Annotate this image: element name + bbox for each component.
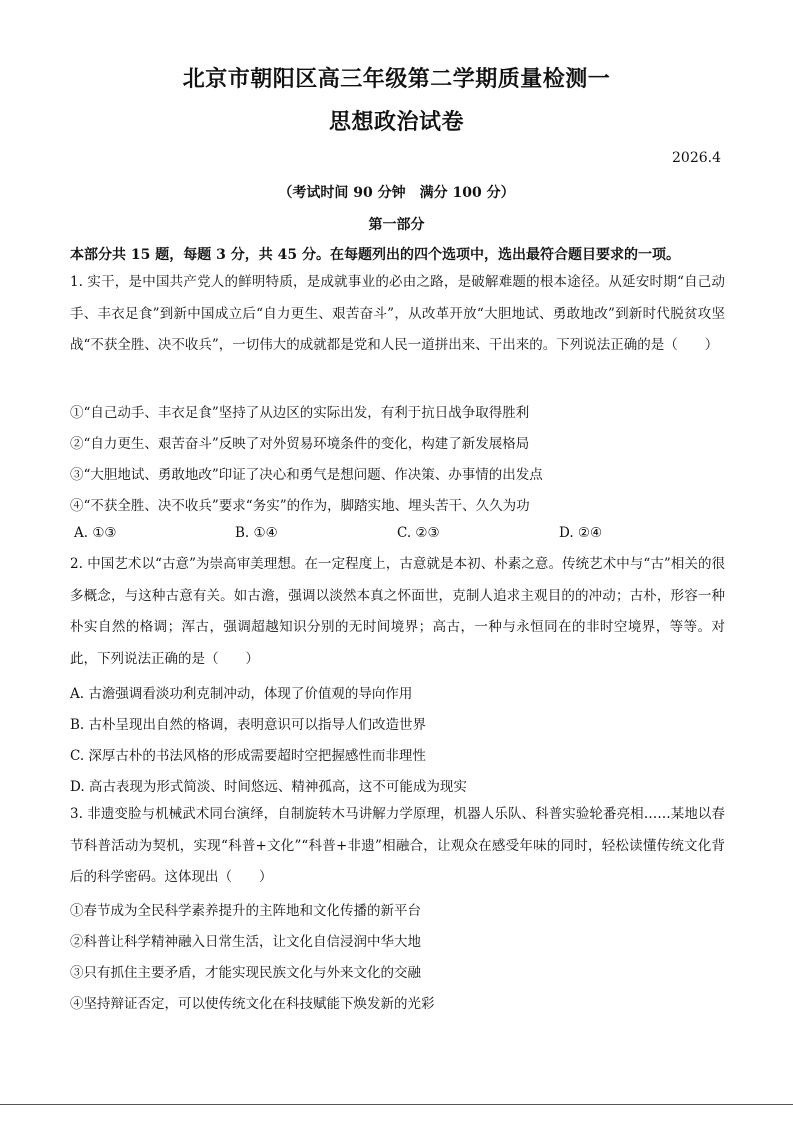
page-bottom-divider xyxy=(0,1104,793,1105)
question-1-statement-4: ④“不获全胜、决不收兵”要求“务实”的作为，脚踏实地、埋头苦干、久久为功 xyxy=(70,498,530,514)
question-1-statement-3: ③“大胆地试、勇敢地改”印证了决心和勇气是想问题、作决策、办事情的出发点 xyxy=(70,467,543,483)
question-3-statement-1: ①春节成为全民科学素养提升的主阵地和文化传播的新平台 xyxy=(70,903,421,919)
question-2-stem: 2. 中国艺术以“古意”为崇高审美理想。在一定程度上，古意就是本初、朴素之意。传统艺术中与“古”相关的很多概念，与这种古意有关。如古澹，强调以淡然本真之怀面世，克制人追求主观目的的冲动；古朴，形容一种朴实自然的格调；浑古，强调超越知识分别的无时间境界；高古，一种与永恒同在的非时空境界，等等。对此，下列说法正确的是（ ） xyxy=(70,556,725,667)
question-1-option-d: D. ②④ xyxy=(559,525,603,541)
question-3-statement-3: ③只有抓住主要矛盾，才能实现民族文化与外来文化的交融 xyxy=(70,965,421,981)
exam-subject-title: 思想政治试卷 xyxy=(328,109,464,135)
exam-title: 北京市朝阳区高三年级第二学期质量检测一 xyxy=(182,66,611,92)
question-1-option-a: A. ①③ xyxy=(74,525,117,541)
question-2-option-d: D. 高古表现为形式简淡、时间悠远、精神孤高，这不可能成为现实 xyxy=(70,779,467,795)
question-2-option-b: B. 古朴呈现出自然的格调，表明意识可以指导人们改造世界 xyxy=(70,717,427,733)
exam-date: 2026.4 xyxy=(672,150,721,166)
question-1-statement-1: ①“自己动手、丰衣足食”坚持了从边区的实际出发，有利于抗日战争取得胜利 xyxy=(70,405,530,421)
part-instruction: 本部分共 15 题，每题 3 分，共 45 分。在每题列出的四个选项中，选出最符合题目要求的一项。 xyxy=(70,247,680,263)
question-3-stem: 3. 非遗变脸与机械武术同台演绎，自制旋转木马讲解力学原理，机器人乐队、科普实验轮番亮相……某地以春节科普活动为契机，实现“科普+文化”“科普+非遗”相融合，让观众在感受年味的同时，轻松读懂传统文化背后的科学密码。这体现出（ ） xyxy=(70,806,725,885)
question-1-option-b: B. ①④ xyxy=(235,525,278,541)
question-2-option-a: A. 古澹强调看淡功利克制冲动，体现了价值观的导向作用 xyxy=(70,686,413,702)
question-2-option-c: C. 深厚古朴的书法风格的形成需要超时空把握感性而非理性 xyxy=(70,748,426,764)
question-3-statement-4: ④坚持辩证否定，可以使传统文化在科技赋能下焕发新的光彩 xyxy=(70,996,435,1012)
exam-time-info: （考试时间 90 分钟 满分 100 分） xyxy=(278,185,515,201)
question-1-option-c: C. ②③ xyxy=(397,525,440,541)
part-title: 第一部分 xyxy=(368,217,425,233)
question-3-statement-2: ②科普让科学精神融入日常生活，让文化自信浸润中华大地 xyxy=(70,934,421,950)
question-1-statement-2: ②“自力更生、艰苦奋斗”反映了对外贸易环境条件的变化，构建了新发展格局 xyxy=(70,436,530,452)
question-1-stem: 1. 实干，是中国共产党人的鲜明特质，是成就事业的必由之路，是破解难题的根本途径。从延安时期“自己动手、丰衣足食”到新中国成立后“自力更生、艰苦奋斗”，从改革开放“大胆地试、勇敢地改”到新时代脱贫攻坚战“不获全胜、决不收兵”，一切伟大的成就都是党和人民一道拼出来、干出来的。下列说法正确的是（ ） xyxy=(70,274,725,353)
